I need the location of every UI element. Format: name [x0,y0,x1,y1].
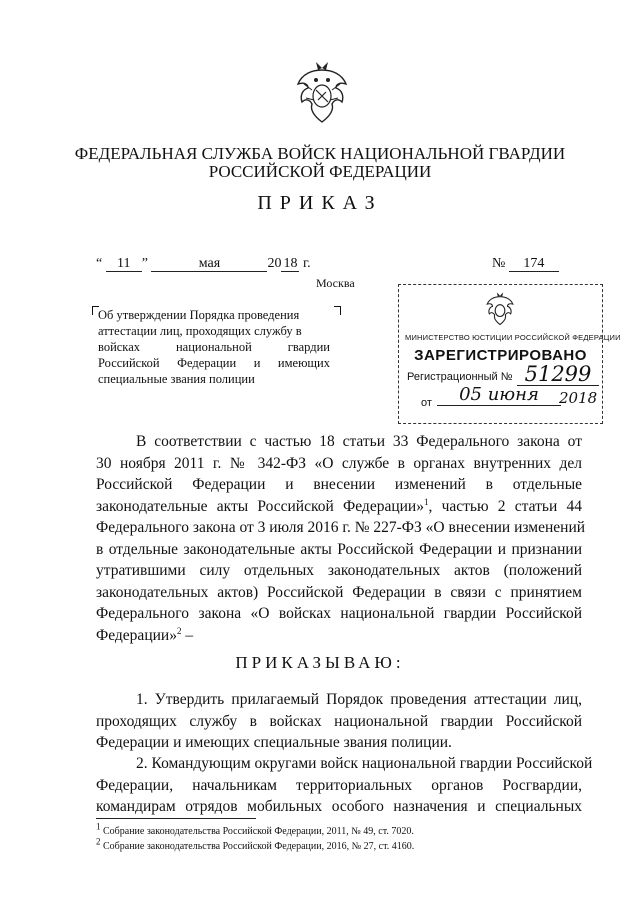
item-line: 1. Утвердить прилагаемый Порядок проведения аттестации лиц, [136,691,582,708]
subject-line: специальные звания полиции [98,372,255,386]
stamp-reg-year: 2018 [559,389,598,407]
preamble-line: В соответствии с частью 18 статьи 33 Федерального закона от [136,433,582,450]
footnote-2 [96,836,516,854]
preamble-line: Российской Федерации и внесении изменений в отдельные [96,476,582,493]
item-line: проходящих службу в войсках национальной гвардии Российской [96,712,582,730]
subject-line: войсках национальной гвардии [98,340,330,354]
item-line: командирам отрядов мобильных особого назначения и специальных [96,798,582,815]
preamble-line-4-text: законодательные акты Российской Федерации» [96,497,424,515]
subject-line: Об утверждении Порядка проведения [98,308,300,322]
agency-name-line1: ФЕДЕРАЛЬНАЯ СЛУЖБА ВОЙСК НАЦИОНАЛЬНОЙ ГВАРДИИ [74,144,566,163]
footnotes [96,821,516,854]
agency-name-line2: РОССИЙСКОЙ ФЕДЕРАЦИИ [208,162,432,181]
order-subject [98,307,330,387]
preamble-line-10-text: Федерации» [96,626,177,644]
decree-heading: ПРИКАЗЫВАЮ: [235,653,405,672]
preamble-line-10-tail: – [181,626,194,644]
item-line: Федерации и имеющих специальные звания полиции. [96,734,452,751]
subject-bracket-right [334,306,341,315]
quote-open: “ [96,256,103,271]
preamble-line: 30 ноября 2011 г. № 342-ФЗ «О службе в органах внутренних дел [96,454,582,472]
registration-stamp [398,284,621,424]
preamble-line-10 [96,625,582,647]
preamble-paragraph [96,431,586,646]
preamble-line: Федерального закона от 3 июля 2016 г. № 227-ФЗ «О внесении изменений [96,519,586,536]
preamble-line-4 [96,496,582,518]
stamp-registered: ЗАРЕГИСТРИРОВАНО [414,347,587,364]
number-sign: № [492,256,506,271]
stamp-reg-number: 51299 [517,363,599,386]
year-prefix: 20 [267,256,282,271]
stamp-ministry: МИНИСТЕРСТВО ЮСТИЦИИ РОССИЙСКОЙ ФЕДЕРАЦИИ [405,333,621,342]
year-abbr: г. [302,256,311,271]
russian-coat-of-arms-icon [294,60,350,126]
order-number: 174 [509,256,559,272]
footnote-mark: 1 [96,821,101,832]
item-line: 2. Командующим округами войск национальной гвардии Российской [136,755,593,772]
footnote-1 [96,821,516,839]
russian-coat-of-arms-icon [485,291,515,327]
date-year: 18 [283,256,298,271]
item-line: Федерации, начальникам территориальных органов Росгвардии, [96,776,582,794]
item-1 [96,689,582,754]
footnote-ref-1: 1 [423,496,429,507]
footnote-ref-2: 2 [176,625,182,636]
preamble-line-4-tail: , частью 2 статьи 44 [428,497,582,515]
date-day: 11 [106,256,142,272]
coat-of-arms-emblem [294,60,350,126]
city-name: Москва [316,276,355,290]
footnote-mark: 2 [96,836,101,847]
subject-line: Российской Федерации и имеющих [98,356,330,370]
quote-close: ” [141,256,148,271]
subject-line: аттестации лиц, проходящих службу в [98,324,302,338]
footnote-divider [96,818,256,819]
document-type-title: ПРИКАЗ [257,192,383,214]
preamble-line: утратившими силу отдельных законодательных актов (положений [96,562,582,579]
date-month: мая [151,256,267,272]
preamble-line: законодательных актов) Российской Федерации в связи с принятием [96,583,582,601]
stamp-reg-date: 05 июня [437,385,561,406]
preamble-line: в отдельные законодательные акты Российской Федерации и признании [96,540,582,558]
preamble-line: Федерального закона «О войсках национальной гвардии Российской [96,605,582,622]
footnote-text: Собрание законодательства Российской Федерации, 2016, № 27, ст. 4160. [103,841,415,852]
footnote-text: Собрание законодательства Российской Федерации, 2011, № 49, ст. 7020. [103,826,414,837]
item-2 [96,753,593,818]
stamp-from-label: от [421,397,432,409]
stamp-emblem [485,291,515,327]
date-field [96,256,311,272]
stamp-reg-label: Регистрационный № [407,371,513,383]
order-number-field [492,256,559,272]
